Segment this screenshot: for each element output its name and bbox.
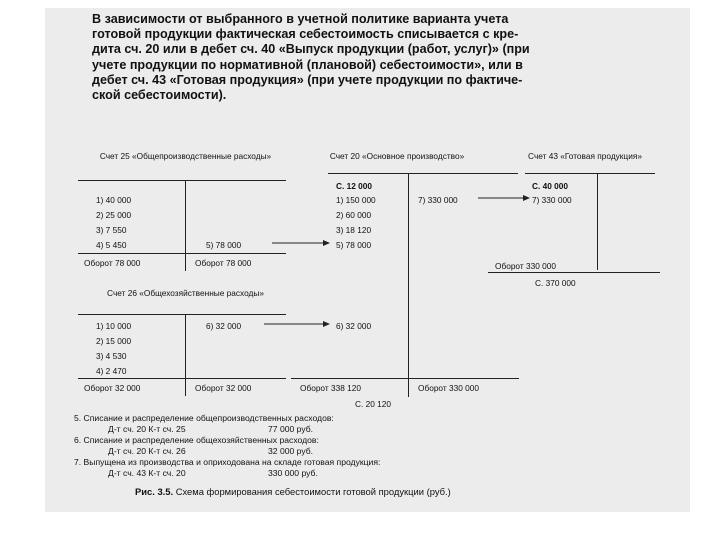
acc43-divider <box>597 173 598 270</box>
intro-line: готовой продукции фактическая себестоимость списывается с кре- <box>92 27 519 42</box>
note-5-entry: Д-т сч. 20 К-т сч. 25 <box>108 424 186 434</box>
note-5-title: 5. Списание и распределение общепроизводственных расходов: <box>74 413 334 423</box>
acc26-credit-entry: 6) 32 000 <box>206 321 242 331</box>
acc25-debit-entry: 4) 5 450 <box>96 240 127 250</box>
acc26-debit-entry: 3) 4 530 <box>96 351 127 361</box>
acc20-title: Счет 20 «Основное производство» <box>329 151 465 161</box>
acc25-credit-entry: 5) 78 000 <box>206 240 242 250</box>
figure-label: Рис. 3.5. <box>135 486 174 497</box>
acc43-closing-balance: С. 370 000 <box>535 278 576 288</box>
acc25-debit-entry: 2) 25 000 <box>96 210 132 220</box>
acc43-debit-entry: 7) 330 000 <box>532 195 572 205</box>
acc20-credit-entry: 7) 330 000 <box>418 195 458 205</box>
acc26-title: Счет 26 «Общехозяйственные расходы» <box>107 288 264 298</box>
figure-caption <box>135 486 451 497</box>
acc25-turnover-rule <box>78 253 286 254</box>
acc26-top-rule <box>78 314 286 315</box>
note-5-sum: 77 000 руб. <box>268 424 314 434</box>
acc43-turnover-debit: Оборот 330 000 <box>495 261 556 271</box>
acc20-debit-entry: 5) 78 000 <box>336 240 372 250</box>
acc25-debit-entry: 3) 7 550 <box>96 225 127 235</box>
acc43-turnover-rule <box>488 272 660 273</box>
acc43-title: Счет 43 «Готовая продукция» <box>528 151 642 161</box>
acc25-debit-entry: 1) 40 000 <box>96 195 132 205</box>
acc20-turnover-debit: Оборот 338 120 <box>300 383 361 393</box>
note-7-entry: Д-т сч. 43 К-т сч. 20 <box>108 468 186 478</box>
note-7-title: 7. Выпущена из производства и оприходована на складе готовая продукция: <box>74 457 381 467</box>
acc25-top-rule <box>78 180 286 181</box>
intro-line: дита сч. 20 или в дебет сч. 40 «Выпуск продукции (работ, услуг)» (при <box>92 42 530 57</box>
intro-paragraph <box>92 12 682 103</box>
acc20-turnover-credit: Оборот 330 000 <box>418 383 479 393</box>
note-6-entry: Д-т сч. 20 К-т сч. 26 <box>108 446 186 456</box>
acc20-divider <box>408 173 409 397</box>
acc20-debit-entry: 1) 150 000 <box>336 195 376 205</box>
acc26-turnover-debit: Оборот 32 000 <box>84 383 141 393</box>
acc20-opening-balance: С. 12 000 <box>336 181 372 191</box>
note-7-sum: 330 000 руб. <box>268 468 318 478</box>
figure-caption-text: Схема формирования себестоимости готовой продукции (руб.) <box>175 486 451 497</box>
intro-line: В зависимости от выбранного в учетной политике варианта учета <box>92 12 509 26</box>
acc26-debit-entry: 1) 10 000 <box>96 321 132 331</box>
acc25-turnover-debit: Оборот 78 000 <box>84 258 141 268</box>
acc20-debit-entry: 2) 60 000 <box>336 210 372 220</box>
note-6-sum: 32 000 руб. <box>268 446 314 456</box>
acc26-divider <box>185 314 186 396</box>
intro-line: дебет сч. 43 «Готовая продукция» (при учете продукции по фактиче- <box>92 72 523 87</box>
acc43-top-rule <box>525 173 655 174</box>
acc20-closing-balance: С. 20 120 <box>355 399 391 409</box>
acc43-opening-balance: С. 40 000 <box>532 181 568 191</box>
acc25-turnover-credit: Оборот 78 000 <box>195 258 252 268</box>
acc20-turnover-rule <box>291 378 519 379</box>
acc25-divider <box>185 180 186 271</box>
note-6-title: 6. Списание и распределение общехозяйственных расходов: <box>74 435 319 445</box>
arrow-20-to-43-icon <box>476 191 532 205</box>
acc26-debit-entry: 4) 2 470 <box>96 366 127 376</box>
arrow-26-to-20-icon <box>262 317 332 331</box>
acc26-turnover-credit: Оборот 32 000 <box>195 383 252 393</box>
acc26-turnover-rule <box>78 378 286 379</box>
acc20-debit-entry: 3) 18 120 <box>336 225 372 235</box>
acc26-debit-entry: 2) 15 000 <box>96 336 132 346</box>
arrow-25-to-20-icon <box>270 236 332 250</box>
intro-line: ской себестоимости). <box>92 88 227 103</box>
acc20-debit-entry: 6) 32 000 <box>336 321 372 331</box>
intro-line: учете продукции по нормативной (плановой) себестоимости», или в <box>92 57 523 72</box>
acc25-title: Счет 25 «Общепроизводственные расходы» <box>99 151 272 161</box>
acc20-top-rule <box>328 173 518 174</box>
